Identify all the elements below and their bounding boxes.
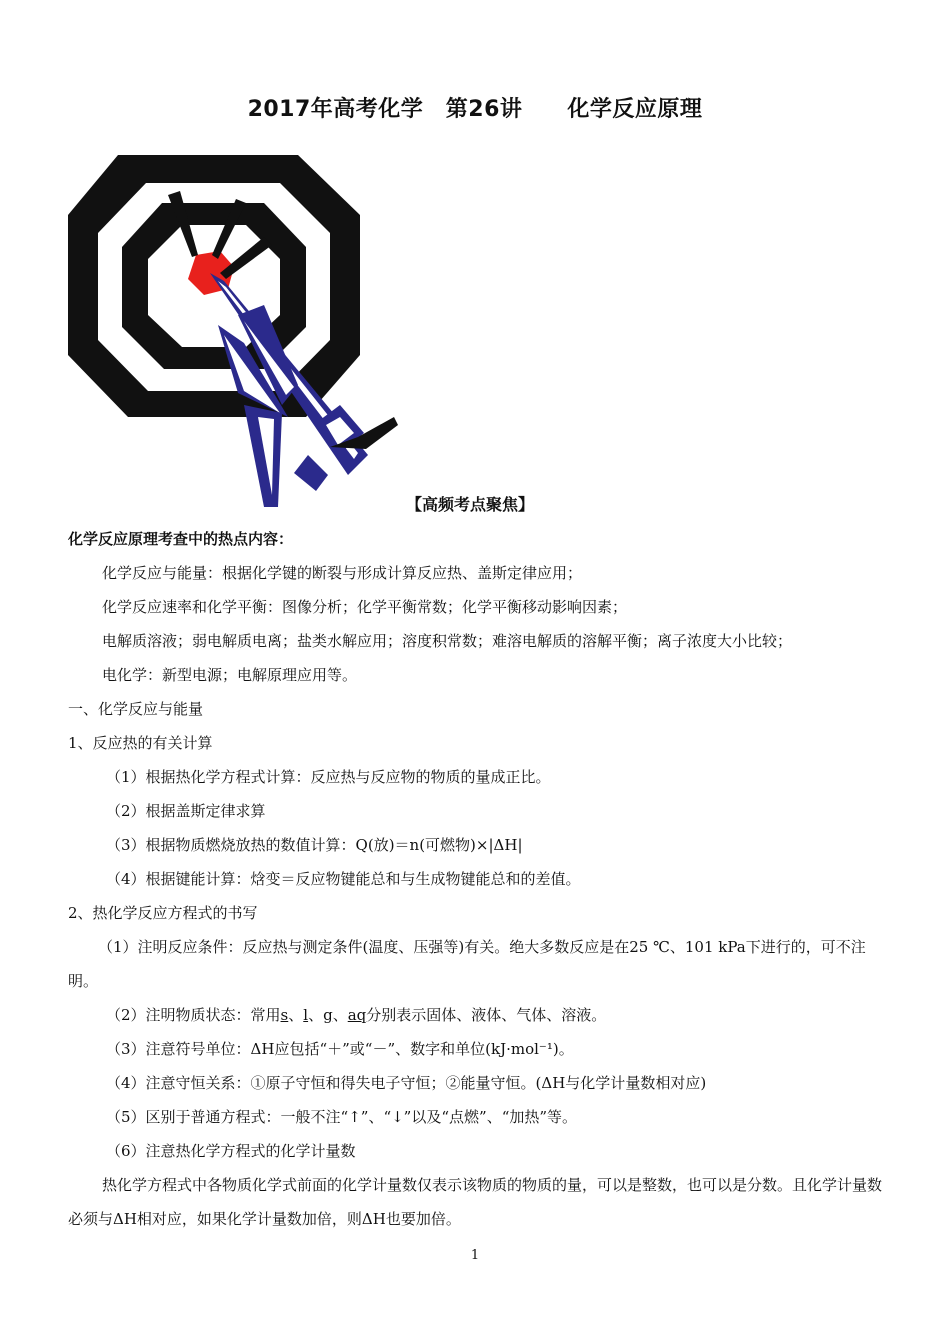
hot-topics-heading: 化学反应原理考查中的热点内容： bbox=[68, 530, 294, 548]
list-item: （2）根据盖斯定律求算 bbox=[106, 802, 266, 820]
hot-item: 化学反应速率和化学平衡：图像分析；化学平衡常数；化学平衡移动影响因素； bbox=[102, 598, 628, 616]
hot-item: 化学反应与能量：根据化学键的断裂与形成计算反应热、盖斯定律应用； bbox=[102, 564, 583, 582]
list-item: （4）注意守恒关系：①原子守恒和得失电子守恒；②能量守恒。(ΔH与化学计量数相对应) bbox=[106, 1074, 707, 1092]
states-suffix: 分别表示固体、液体、气体、溶液。 bbox=[366, 1006, 607, 1024]
separator: 、 bbox=[332, 1006, 348, 1024]
final-paragraph: 热化学方程式中各物质化学式前面的化学计量数仅表示该物质的物质的量，可以是整数，也可以是分数。且化学计量数必须与ΔH相对应，如果化学计量数加倍，则ΔH也要加倍。 bbox=[68, 1176, 883, 1228]
list-item-states bbox=[68, 998, 888, 1032]
list-item: （3）根据物质燃烧放热的数值计算：Q(放)＝n(可燃物)×|ΔH| bbox=[106, 836, 523, 854]
separator: 、 bbox=[288, 1006, 304, 1024]
hot-item: 电解质溶液；弱电解质电离；盐类水解应用；溶度积常数；难溶电解质的溶解平衡；离子浓度大小比较； bbox=[102, 632, 793, 650]
part-heading: 一、化学反应与能量 bbox=[68, 700, 204, 718]
subsection-heading: 1、反应热的有关计算 bbox=[68, 734, 213, 752]
section-heading: 【高频考点聚焦】 bbox=[405, 495, 534, 514]
subsection-heading: 2、热化学反应方程式的书写 bbox=[68, 904, 258, 922]
list-item: （4）根据键能计算：焓变＝反应物键能总和与生成物键能总和的差值。 bbox=[106, 870, 581, 888]
list-item: （5）区别于普通方程式：一般不注“↑”、“↓”以及“点燃”、“加热”等。 bbox=[106, 1108, 578, 1126]
list-item: （1）注明反应条件：反应热与测定条件(温度、压强等)有关。绝大多数反应是在25 ℃、101 kPa下进行的，可不注明。 bbox=[68, 938, 866, 990]
state-liquid: l bbox=[303, 1006, 309, 1024]
separator: 、 bbox=[308, 1006, 324, 1024]
state-solid: s bbox=[280, 1006, 289, 1024]
page-number: 1 bbox=[470, 1248, 480, 1263]
page-title: 2017年高考化学 第26讲 化学反应原理 bbox=[247, 97, 703, 122]
state-gas: g bbox=[323, 1006, 333, 1024]
states-prefix: （2）注明物质状态：常用 bbox=[106, 1006, 281, 1024]
list-item: （3）注意符号单位：ΔH应包括“＋”或“－”、数字和单位(kJ·mol⁻¹)。 bbox=[106, 1040, 574, 1058]
document-body bbox=[68, 522, 888, 1236]
list-item: （6）注意热化学方程式的化学计量数 bbox=[106, 1142, 356, 1160]
state-aqueous: aq bbox=[347, 1006, 367, 1024]
list-item: （1）根据热化学方程式计算：反应热与反应物的物质的量成正比。 bbox=[106, 768, 551, 786]
hot-item: 电化学：新型电源；电解原理应用等。 bbox=[102, 666, 358, 684]
target-dart-illustration bbox=[68, 155, 398, 507]
